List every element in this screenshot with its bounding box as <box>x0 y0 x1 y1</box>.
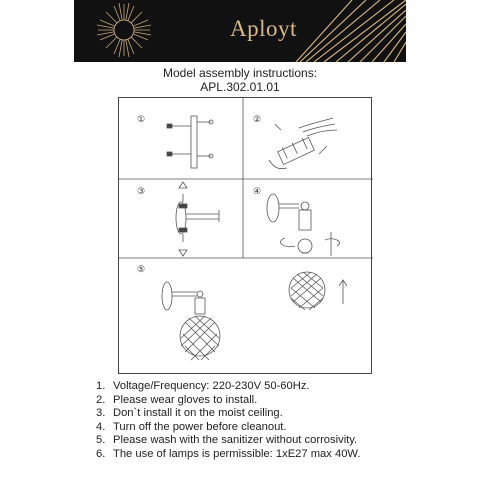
bulb-and-shade-install-icon <box>267 194 339 256</box>
model-code: APL.302.01.01 <box>200 80 280 94</box>
instruction-item: 4. Turn off the power before cleanout. <box>96 420 287 433</box>
step-3-label: ③ <box>137 186 146 196</box>
instruction-item: 6. The use of lamps is permissible: 1xE27 max 40W. <box>96 447 361 460</box>
instruction-item: 3. Don`t install it on the moist ceiling. <box>96 407 283 420</box>
step-2-label: ② <box>253 114 262 124</box>
mounting-bracket-screws-icon <box>167 116 213 168</box>
shade-globe-icon <box>289 272 347 310</box>
instruction-item: 2. Please wear gloves to install. <box>96 393 258 406</box>
step-5-label: ⑤ <box>137 264 146 274</box>
assembly-diagram <box>118 97 372 374</box>
document-title: Model assembly instructions: <box>162 66 318 80</box>
step-4-label: ④ <box>253 186 262 196</box>
brand-name: Aployt <box>230 16 297 41</box>
instructions-list <box>96 380 476 462</box>
instruction-item: 5. Please wash with the sanitizer without corrosivity. <box>96 434 358 447</box>
assembly-drawing <box>119 98 373 375</box>
wall-plate-mount-icon <box>176 182 219 256</box>
instruction-item: 1. Voltage/Frequency: 220-230V 50-60Hz. <box>96 380 310 392</box>
assembled-lamp-icon <box>162 282 220 360</box>
header-banner <box>74 0 406 62</box>
terminal-block-wiring-icon <box>269 118 337 169</box>
step-1-label: ① <box>137 114 146 124</box>
